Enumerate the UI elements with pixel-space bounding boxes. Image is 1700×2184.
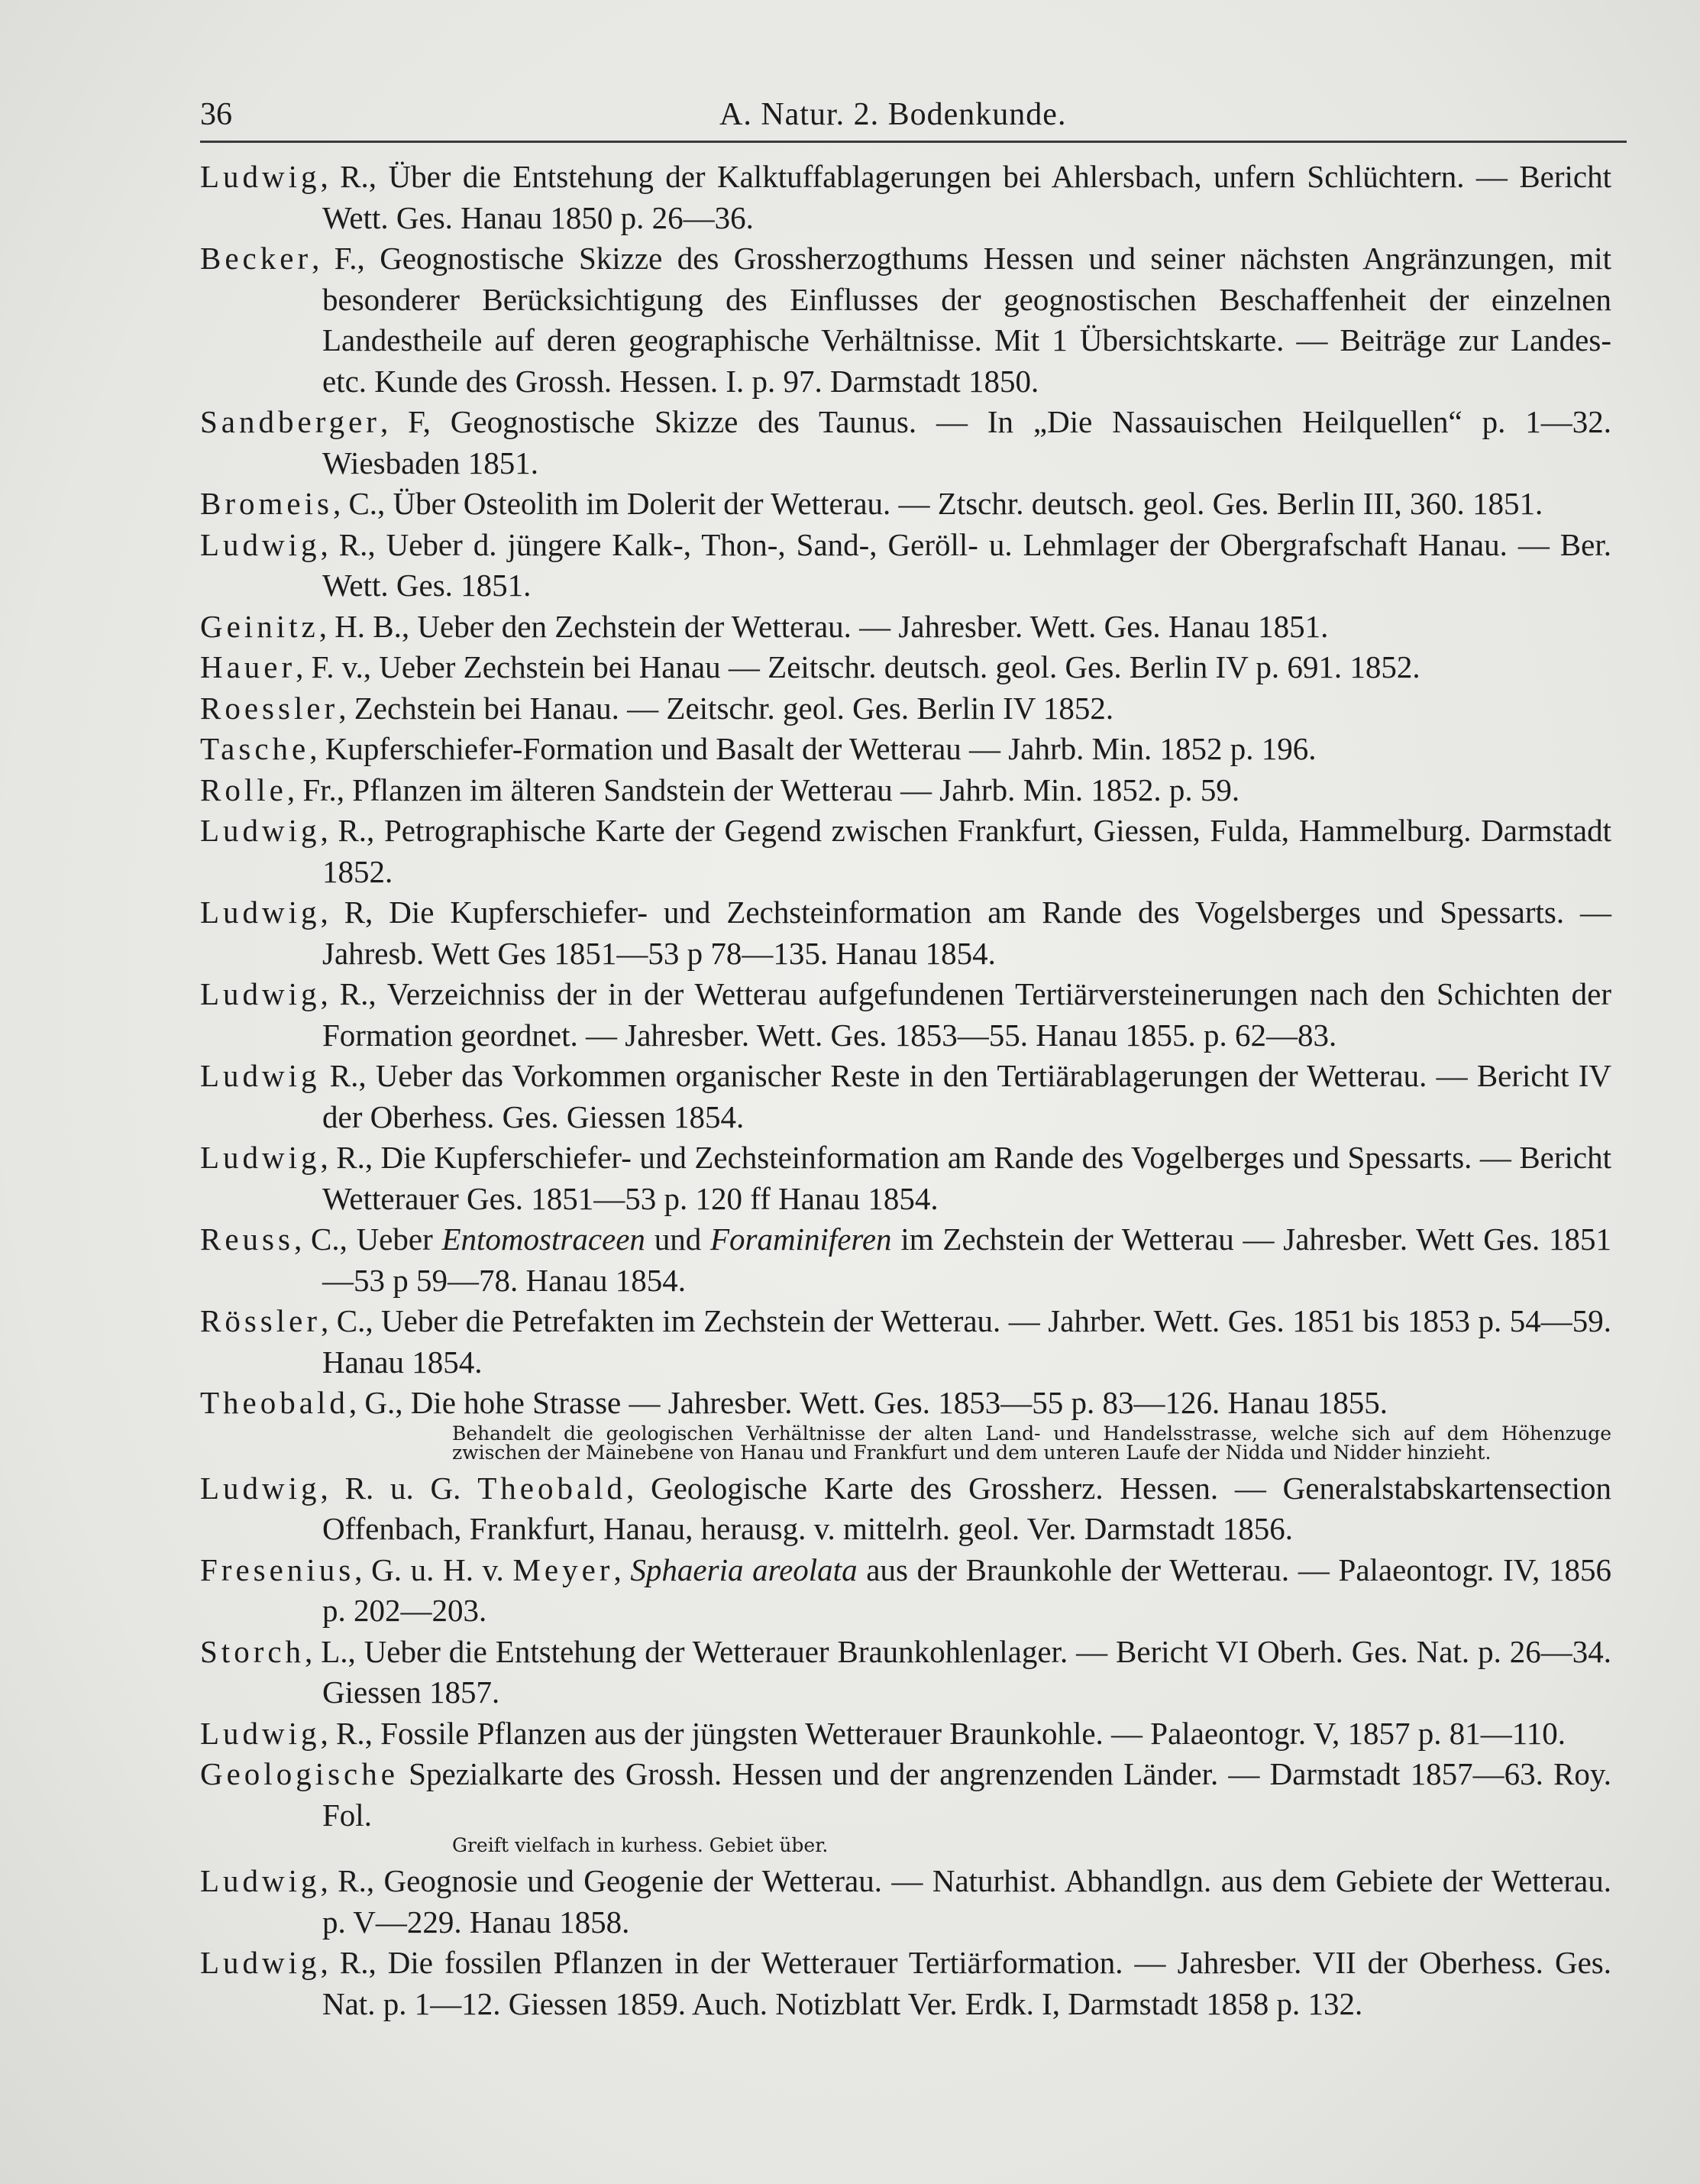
bibliography-entry: Becker, F., Geognostische Skizze des Grossherzogthums Hessen und seiner nächsten Angränzungen, mit besonderer Berücksichtigung des Einflusses der geognostischen Beschaffenheit der einzelnen Landestheile auf deren geographische Verhältnisse. Mit 1 Übersichtskarte. — Beiträge zur Landes- etc. Kunde des Grossh. Hessen. I. p. 97. Darmstadt 1850. [200,241,1611,399]
header-rule [200,141,1627,143]
page-number: 36 [200,97,232,132]
bibliography-entry: Sandberger, F, Geognostische Skizze des Taunus. — In „Die Nassauischen Heilquellen“ p. 1—32. Wiesbaden 1851. [200,404,1611,480]
bibliography-entry: Tasche, Kupferschiefer-Formation und Basalt der Wetterau — Jahrb. Min. 1852 p. 196. [200,731,1317,766]
page-header [200,92,1627,138]
bibliography-entry: Fresenius, G. u. H. v. Meyer, Sphaeria areolata aus der Braunkohle der Wetterau. — Palaeontogr. IV, 1856 p. 202—203. [200,1551,1611,1628]
bibliography-entry: Storch, L., Ueber die Entstehung der Wetterauer Braunkohlenlager. — Bericht VI Oberh. Ges. Nat. p. 26—34. Giessen 1857. [200,1633,1611,1710]
bibliography-entry: Bromeis, C., Über Osteolith im Dolerit der Wetterau. — Ztschr. deutsch. geol. Ges. Berlin III, 360. 1851. [200,486,1543,521]
bibliography-entry: Rössler, C., Ueber die Petrefakten im Zechstein der Wetterau. — Jahrber. Wett. Ges. 1851 bis 1853 p. 54—59. Hanau 1854. [200,1303,1611,1380]
annotation-note: Greift vielfach in kurhess. Gebiet über. [452,1834,829,1856]
bibliography-entry: Ludwig, R., Ueber d. jüngere Kalk-, Thon-, Sand-, Geröll- u. Lehmlager der Obergrafschaft Hanau. — Ber. Wett. Ges. 1851. [200,526,1611,603]
bibliography-entry: Theobald, G., Die hohe Strasse — Jahresber. Wett. Ges. 1853—55 p. 83—126. Hanau 1855. [200,1385,1388,1420]
bibliography-entry: Roessler, Zechstein bei Hanau. — Zeitschr. geol. Ges. Berlin IV 1852. [200,690,1114,726]
bibliography-entry: Ludwig, R. u. G. Theobald, Geologische Karte des Grossherz. Hessen. — Generalstabskartensection Offenbach, Frankfurt, Hanau, herausg. v. mittelrh. geol. Ver. Darmstadt 1856. [200,1470,1611,1546]
bibliography-entry: Ludwig, R., Fossile Pflanzen aus der jüngsten Wetterauer Braunkohle. — Palaeontogr. V, 1857 p. 81—110. [200,1715,1566,1751]
bibliography-entry: Hauer, F. v., Ueber Zechstein bei Hanau — Zeitschr. deutsch. geol. Ges. Berlin IV p. 691. 1852. [200,649,1420,684]
bibliography-entry: Ludwig R., Ueber das Vorkommen organischer Reste in den Tertiärablagerungen der Wetterau. — Bericht IV der Oberhess. Ges. Giessen 1854. [200,1058,1611,1134]
running-title: A. Natur. 2. Bodenkunde. [719,97,1067,132]
bibliography-entry: Ludwig, R., Geognosie und Geogenie der Wetterau. — Naturhist. Abhandlgn. aus dem Gebiete der Wetterau. p. V—229. Hanau 1858. [200,1863,1611,1940]
bibliography-entry: Rolle, Fr., Pflanzen im älteren Sandstein der Wetterau — Jahrb. Min. 1852. p. 59. [200,772,1240,807]
bibliography-entry: Ludwig, R., Die Kupferschiefer- und Zechsteinformation am Rande des Vogelberges und Spessarts. — Bericht Wetterauer Ges. 1851—53 p. 120 ff Hanau 1854. [200,1140,1611,1216]
bibliography-entry: Ludwig, R, Die Kupferschiefer- und Zechsteinformation am Rande des Vogelsberges und Spessarts. — Jahresb. Wett Ges 1851—53 p 78—135. Hanau 1854. [200,895,1611,971]
bibliography-entry: Geinitz, H. B., Ueber den Zechstein der Wetterau. — Jahresber. Wett. Ges. Hanau 1851. [200,608,1329,644]
annotation-note: Behandelt die geologischen Verhältnisse der alten Land- und Handelsstrasse, welche sich auf dem Höhenzuge zwischen der Mainebene von Hanau und Frankfurt und dem unteren Laufe der Nidda und Nidder hinzieht. [452,1422,1611,1464]
bibliography-entry: Geologische Spezialkarte des Grossh. Hessen und der angrenzenden Länder. — Darmstadt 1857—63. Roy. Fol. [200,1756,1611,1833]
bibliography-entry: Reuss, C., Ueber Entomostraceen und Foraminiferen im Zechstein der Wetterau — Jahresber. Wett Ges. 1851—53 p 59—78. Hanau 1854. [200,1221,1611,1298]
bibliography-entry: Ludwig, R., Über die Entstehung der Kalktuffablagerungen bei Ahlersbach, unfern Schlüchtern. — Bericht Wett. Ges. Hanau 1850 p. 26—36. [200,159,1611,235]
bibliography-entry: Ludwig, R., Verzeichniss der in der Wetterau aufgefundenen Tertiärversteinerungen nach den Schichten der Formation geordnet. — Jahresber. Wett. Ges. 1853—55. Hanau 1855. p. 62—83. [200,976,1611,1053]
bibliography-entry: Ludwig, R., Petrographische Karte der Gegend zwischen Frankfurt, Giessen, Fulda, Hammelburg. Darmstadt 1852. [200,813,1611,889]
bibliography-entry: Ludwig, R., Die fossilen Pflanzen in der Wetterauer Tertiärformation. — Jahresber. VII der Oberhess. Ges. Nat. p. 1—12. Giessen 1859. Auch. Notizblatt Ver. Erdk. I, Darmstadt 1858 p. 132. [200,1945,1611,2021]
bibliography-list [200,157,1611,2024]
